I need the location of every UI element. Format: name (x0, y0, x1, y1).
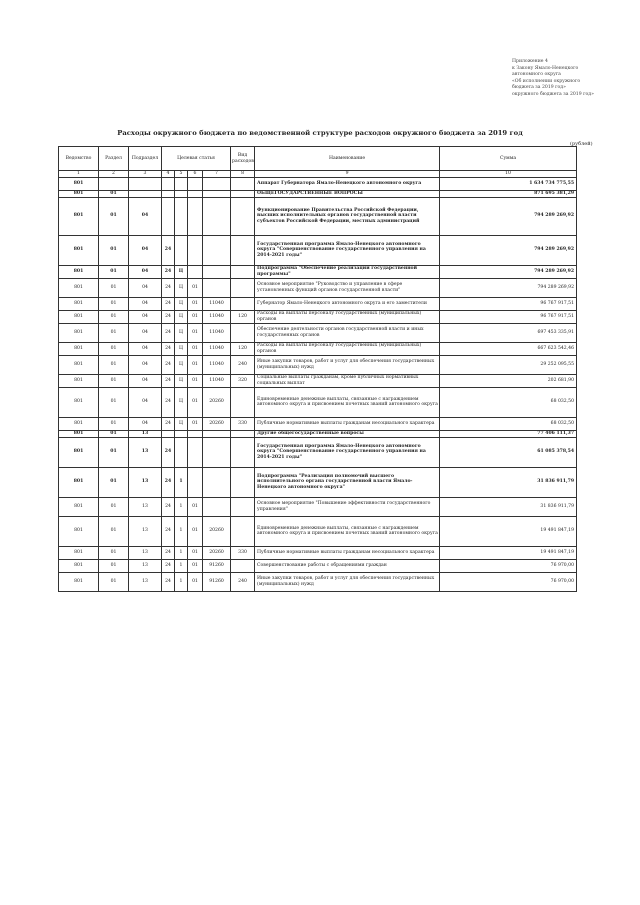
col-number: 4 (162, 171, 175, 178)
col-ministry: Ведомство (59, 147, 99, 171)
cell-t (231, 297, 255, 310)
col-number: 7 (203, 171, 231, 178)
cell-c3 (188, 430, 203, 437)
cell-p: 13 (129, 437, 162, 467)
cell-c1: 24 (162, 559, 175, 572)
cell-v: 801 (59, 177, 99, 190)
cell-name: Единовременные денежные выплаты, связанные с награждением автономного округа и присвоением почетных званий автономного округа (255, 516, 440, 546)
cell-t (231, 278, 255, 297)
table-row (59, 197, 577, 235)
cell-c3 (188, 265, 203, 278)
cell-v: 801 (59, 417, 99, 430)
cell-c3 (188, 437, 203, 467)
note-line: бюджета за 2019 год» (512, 85, 566, 91)
cell-c4 (203, 235, 231, 265)
cell-p (129, 190, 162, 197)
cell-sum: 76 970,00 (440, 572, 577, 591)
cell-name: Другие общегосударственные вопросы (255, 430, 440, 437)
cell-name: Совершенствование работы с обращениями граждан (255, 559, 440, 572)
cell-c3: 01 (188, 572, 203, 591)
cell-c4: 11040 (203, 355, 231, 374)
column-number-row (59, 171, 577, 178)
table-row (59, 265, 577, 278)
cell-c1: 24 (162, 355, 175, 374)
cell-r: 01 (99, 546, 129, 559)
cell-r: 01 (99, 572, 129, 591)
table-row (59, 572, 577, 591)
cell-t (231, 265, 255, 278)
cell-r (99, 177, 129, 190)
cell-t: 240 (231, 572, 255, 591)
cell-c3: 01 (188, 417, 203, 430)
cell-c2: 1 (175, 516, 188, 546)
cell-name: Единовременные денежные выплаты, связанные с награждением автономного округа и присвоением почетных званий автономного округа (255, 387, 440, 417)
table-row (59, 297, 577, 310)
cell-p: 04 (129, 235, 162, 265)
table-row (59, 546, 577, 559)
cell-t (231, 197, 255, 235)
cell-sum: 697 453 335,91 (440, 323, 577, 342)
cell-c2: 1 (175, 546, 188, 559)
note-line: автономного округа (512, 72, 561, 78)
cell-c3: 01 (188, 355, 203, 374)
cell-p: 04 (129, 310, 162, 323)
cell-c1: 24 (162, 323, 175, 342)
col-sum: Сумма (440, 147, 577, 171)
table-row (59, 342, 577, 355)
cell-c4: 20260 (203, 516, 231, 546)
cell-c3: 01 (188, 516, 203, 546)
cell-v: 801 (59, 310, 99, 323)
cell-c3: 01 (188, 559, 203, 572)
cell-c4: 11040 (203, 374, 231, 387)
cell-sum: 61 085 378,54 (440, 437, 577, 467)
cell-r: 01 (99, 374, 129, 387)
cell-c1: 24 (162, 546, 175, 559)
cell-name: Губернатор Ямало-Ненецкого автономного округа и его заместители (255, 297, 440, 310)
cell-c4 (203, 190, 231, 197)
note-line: Приложение 4 (512, 59, 548, 64)
cell-sum: 96 767 917,51 (440, 297, 577, 310)
cell-c1 (162, 177, 175, 190)
cell-c2: Ц (175, 374, 188, 387)
col-subsection: Подраздел (129, 147, 162, 171)
cell-c4 (203, 437, 231, 467)
cell-name: Обеспечение деятельности органов государственной власти и иных государственных органов (255, 323, 440, 342)
cell-c1 (162, 430, 175, 437)
cell-p: 04 (129, 323, 162, 342)
table-row (59, 559, 577, 572)
cell-c3 (188, 467, 203, 497)
cell-c3: 01 (188, 342, 203, 355)
cell-p (129, 177, 162, 190)
cell-r: 01 (99, 355, 129, 374)
cell-sum: 76 970,00 (440, 559, 577, 572)
cell-c3 (188, 235, 203, 265)
cell-t (231, 430, 255, 437)
cell-name: Иные закупки товаров, работ и услуг для обеспечения государственных (муниципальных) нужд (255, 355, 440, 374)
cell-r: 01 (99, 190, 129, 197)
cell-t (231, 437, 255, 467)
cell-r: 01 (99, 497, 129, 516)
cell-c3 (188, 177, 203, 190)
cell-v: 801 (59, 197, 99, 235)
cell-r: 01 (99, 559, 129, 572)
cell-c2 (175, 235, 188, 265)
col-section: Раздел (99, 147, 129, 171)
cell-p: 04 (129, 342, 162, 355)
cell-r: 01 (99, 387, 129, 417)
cell-c3: 01 (188, 387, 203, 417)
table-row (59, 374, 577, 387)
cell-v: 801 (59, 297, 99, 310)
cell-name: Публичные нормативные выплаты гражданам несоциального характера (255, 546, 440, 559)
cell-c1: 24 (162, 342, 175, 355)
cell-r: 01 (99, 467, 129, 497)
cell-sum: 31 836 911,79 (440, 467, 577, 497)
cell-c1 (162, 197, 175, 235)
cell-p: 04 (129, 355, 162, 374)
appendix-note (512, 59, 627, 99)
cell-t: 320 (231, 374, 255, 387)
cell-t: 330 (231, 417, 255, 430)
cell-sum: 1 634 734 775,55 (440, 177, 577, 190)
col-name: Наименование (255, 147, 440, 171)
cell-p: 04 (129, 417, 162, 430)
cell-v: 801 (59, 265, 99, 278)
cell-sum: 667 623 542,46 (440, 342, 577, 355)
cell-sum: 77 406 111,37 (440, 430, 577, 437)
cell-name: Аппарат Губернатора Ямало-Ненецкого автономного округа (255, 177, 440, 190)
cell-sum: 19 491 847,19 (440, 516, 577, 546)
cell-v: 801 (59, 323, 99, 342)
col-number: 10 (440, 171, 577, 178)
units-label: (рублей) (570, 141, 593, 147)
cell-t (231, 235, 255, 265)
table-row (59, 417, 577, 430)
cell-c3: 01 (188, 546, 203, 559)
cell-name: Основное мероприятие "Руководство и управление в сфере установленных функций органов государственной власти" (255, 278, 440, 297)
cell-p: 13 (129, 497, 162, 516)
cell-p: 13 (129, 559, 162, 572)
cell-v: 801 (59, 355, 99, 374)
cell-c4 (203, 467, 231, 497)
cell-c3: 01 (188, 310, 203, 323)
cell-c2: Ц (175, 265, 188, 278)
cell-sum: 794 289 269,92 (440, 278, 577, 297)
cell-c1: 24 (162, 278, 175, 297)
cell-c2: 1 (175, 497, 188, 516)
cell-c1: 24 (162, 265, 175, 278)
cell-name: Подпрограмма "Обеспечение реализации государственной программы" (255, 265, 440, 278)
cell-t: 240 (231, 355, 255, 374)
cell-p: 04 (129, 297, 162, 310)
cell-c1: 24 (162, 374, 175, 387)
cell-sum: 871 695 381,29 (440, 190, 577, 197)
cell-v: 801 (59, 559, 99, 572)
budget-table (58, 146, 577, 592)
note-line: к Закону Ямало-Ненецкого (512, 65, 579, 71)
cell-c2: Ц (175, 387, 188, 417)
cell-c3: 01 (188, 497, 203, 516)
table-row (59, 355, 577, 374)
cell-c4 (203, 497, 231, 516)
cell-c2: Ц (175, 417, 188, 430)
cell-r: 01 (99, 297, 129, 310)
col-target: Целевая статья (162, 147, 231, 171)
cell-p: 04 (129, 374, 162, 387)
cell-c1: 24 (162, 467, 175, 497)
cell-c4 (203, 197, 231, 235)
col-number: 3 (129, 171, 162, 178)
cell-r: 01 (99, 516, 129, 546)
cell-c1: 24 (162, 387, 175, 417)
cell-v: 801 (59, 516, 99, 546)
cell-name: Расходы на выплаты персоналу государственных (муниципальных) органов (255, 310, 440, 323)
cell-sum: 794 289 269,92 (440, 197, 577, 235)
cell-c4: 11040 (203, 342, 231, 355)
cell-c4 (203, 265, 231, 278)
table-row (59, 387, 577, 417)
cell-c2: Ц (175, 297, 188, 310)
cell-c3: 01 (188, 323, 203, 342)
col-type: Вид расходов (231, 147, 255, 171)
cell-name: Социальные выплаты гражданам, кроме публичных нормативных социальных выплат (255, 374, 440, 387)
cell-c1: 24 (162, 417, 175, 430)
cell-name: Публичные нормативные выплаты гражданам несоциального характера (255, 417, 440, 430)
cell-v: 801 (59, 437, 99, 467)
cell-p: 13 (129, 430, 162, 437)
cell-name: Расходы на выплаты персоналу государственных (муниципальных) органов (255, 342, 440, 355)
cell-v: 801 (59, 546, 99, 559)
note-line: «Об исполнении окружного (512, 78, 581, 84)
cell-c4: 91260 (203, 559, 231, 572)
cell-p: 13 (129, 546, 162, 559)
cell-c2: Ц (175, 278, 188, 297)
col-number: 8 (231, 171, 255, 178)
cell-r: 01 (99, 437, 129, 467)
cell-t (231, 323, 255, 342)
cell-c2: Ц (175, 342, 188, 355)
cell-p: 04 (129, 387, 162, 417)
cell-c4: 11040 (203, 323, 231, 342)
cell-v: 801 (59, 430, 99, 437)
cell-v: 801 (59, 278, 99, 297)
cell-sum: 96 767 917,51 (440, 310, 577, 323)
cell-sum: 19 491 847,19 (440, 546, 577, 559)
cell-name: ОБЩЕГОСУДАРСТВЕННЫЕ ВОПРОСЫ (255, 190, 440, 197)
cell-name: Государственная программа Ямало-Ненецкого автономного округа "Совершенствование государственного управления на 2014-2021 годы" (255, 437, 440, 467)
cell-c4: 20260 (203, 546, 231, 559)
table-row (59, 190, 577, 197)
cell-v: 801 (59, 497, 99, 516)
cell-sum: 68 032,50 (440, 417, 577, 430)
cell-c1 (162, 190, 175, 197)
cell-t (231, 177, 255, 190)
cell-c2: 1 (175, 559, 188, 572)
cell-c1: 24 (162, 310, 175, 323)
cell-c2: Ц (175, 310, 188, 323)
table-row (59, 516, 577, 546)
table-row (59, 467, 577, 497)
cell-sum: 31 836 911,79 (440, 497, 577, 516)
cell-c4: 20260 (203, 417, 231, 430)
cell-sum: 794 289 269,92 (440, 265, 577, 278)
cell-p: 04 (129, 265, 162, 278)
cell-t (231, 387, 255, 417)
cell-c4: 11040 (203, 310, 231, 323)
cell-p: 13 (129, 516, 162, 546)
cell-r: 01 (99, 342, 129, 355)
cell-p: 04 (129, 197, 162, 235)
cell-sum: 794 289 269,92 (440, 235, 577, 265)
table-row (59, 177, 577, 190)
table-row (59, 235, 577, 265)
col-number: 2 (99, 171, 129, 178)
cell-c1: 24 (162, 572, 175, 591)
cell-t (231, 497, 255, 516)
cell-c4: 20260 (203, 387, 231, 417)
cell-p: 13 (129, 572, 162, 591)
cell-t (231, 467, 255, 497)
cell-v: 801 (59, 190, 99, 197)
cell-r: 01 (99, 310, 129, 323)
cell-c1: 24 (162, 516, 175, 546)
cell-v: 801 (59, 467, 99, 497)
cell-t (231, 559, 255, 572)
table-row (59, 310, 577, 323)
cell-t: 330 (231, 546, 255, 559)
note-line: окружного бюджета за 2019 год» (512, 91, 594, 97)
cell-c2: 1 (175, 467, 188, 497)
cell-c2 (175, 190, 188, 197)
table-row (59, 430, 577, 437)
cell-c4 (203, 430, 231, 437)
cell-r: 01 (99, 197, 129, 235)
cell-t (231, 190, 255, 197)
cell-r: 01 (99, 235, 129, 265)
cell-c4 (203, 278, 231, 297)
cell-c2: Ц (175, 323, 188, 342)
cell-c3 (188, 197, 203, 235)
cell-r: 01 (99, 278, 129, 297)
cell-c2 (175, 197, 188, 235)
cell-r: 01 (99, 430, 129, 437)
cell-sum: 29 252 095,55 (440, 355, 577, 374)
cell-c4: 91260 (203, 572, 231, 591)
cell-c3 (188, 190, 203, 197)
cell-name: Функционирование Правительства Российской Федерации, высших исполнительных органов государственной власти субъектов Российской Федерации, местных администраций (255, 197, 440, 235)
cell-r: 01 (99, 417, 129, 430)
table-row (59, 278, 577, 297)
cell-c3: 01 (188, 297, 203, 310)
cell-c3: 01 (188, 374, 203, 387)
col-number: 1 (59, 171, 99, 178)
cell-c2: Ц (175, 355, 188, 374)
table-row (59, 437, 577, 467)
cell-c3: 01 (188, 278, 203, 297)
cell-name: Государственная программа Ямало-Ненецкого автономного округа "Совершенствование государственного управления на 2014-2021 годы" (255, 235, 440, 265)
cell-v: 801 (59, 572, 99, 591)
cell-sum: 68 032,50 (440, 387, 577, 417)
col-number: 9 (255, 171, 440, 178)
cell-c2: 1 (175, 572, 188, 591)
header-row (59, 147, 577, 171)
cell-v: 801 (59, 342, 99, 355)
cell-v: 801 (59, 387, 99, 417)
cell-c1: 24 (162, 297, 175, 310)
cell-t: 120 (231, 342, 255, 355)
table-row (59, 323, 577, 342)
cell-r: 01 (99, 323, 129, 342)
cell-p: 04 (129, 278, 162, 297)
cell-name: Подпрограмма "Реализация полномочий высшего исполнительного органа государственной власти Ямало-Ненецкого автономного округа" (255, 467, 440, 497)
table-row (59, 497, 577, 516)
cell-c1: 24 (162, 437, 175, 467)
cell-c4 (203, 177, 231, 190)
document-title: Расходы окружного бюджета по ведомственной структуре расходов окружного бюджета за 2019 год (117, 129, 523, 137)
cell-v: 801 (59, 374, 99, 387)
cell-sum: 202 681,90 (440, 374, 577, 387)
cell-r: 01 (99, 265, 129, 278)
cell-name: Основное мероприятие "Повышение эффективности государственного управления" (255, 497, 440, 516)
col-number: 5 (175, 171, 188, 178)
cell-name: Иные закупки товаров, работ и услуг для обеспечения государственных (муниципальных) нужд (255, 572, 440, 591)
cell-c2 (175, 430, 188, 437)
cell-c2 (175, 437, 188, 467)
cell-t: 120 (231, 310, 255, 323)
cell-c1: 24 (162, 497, 175, 516)
cell-t (231, 516, 255, 546)
cell-c2 (175, 177, 188, 190)
col-number: 6 (188, 171, 203, 178)
cell-c4: 11040 (203, 297, 231, 310)
cell-v: 801 (59, 235, 99, 265)
cell-p: 13 (129, 467, 162, 497)
cell-c1: 24 (162, 235, 175, 265)
